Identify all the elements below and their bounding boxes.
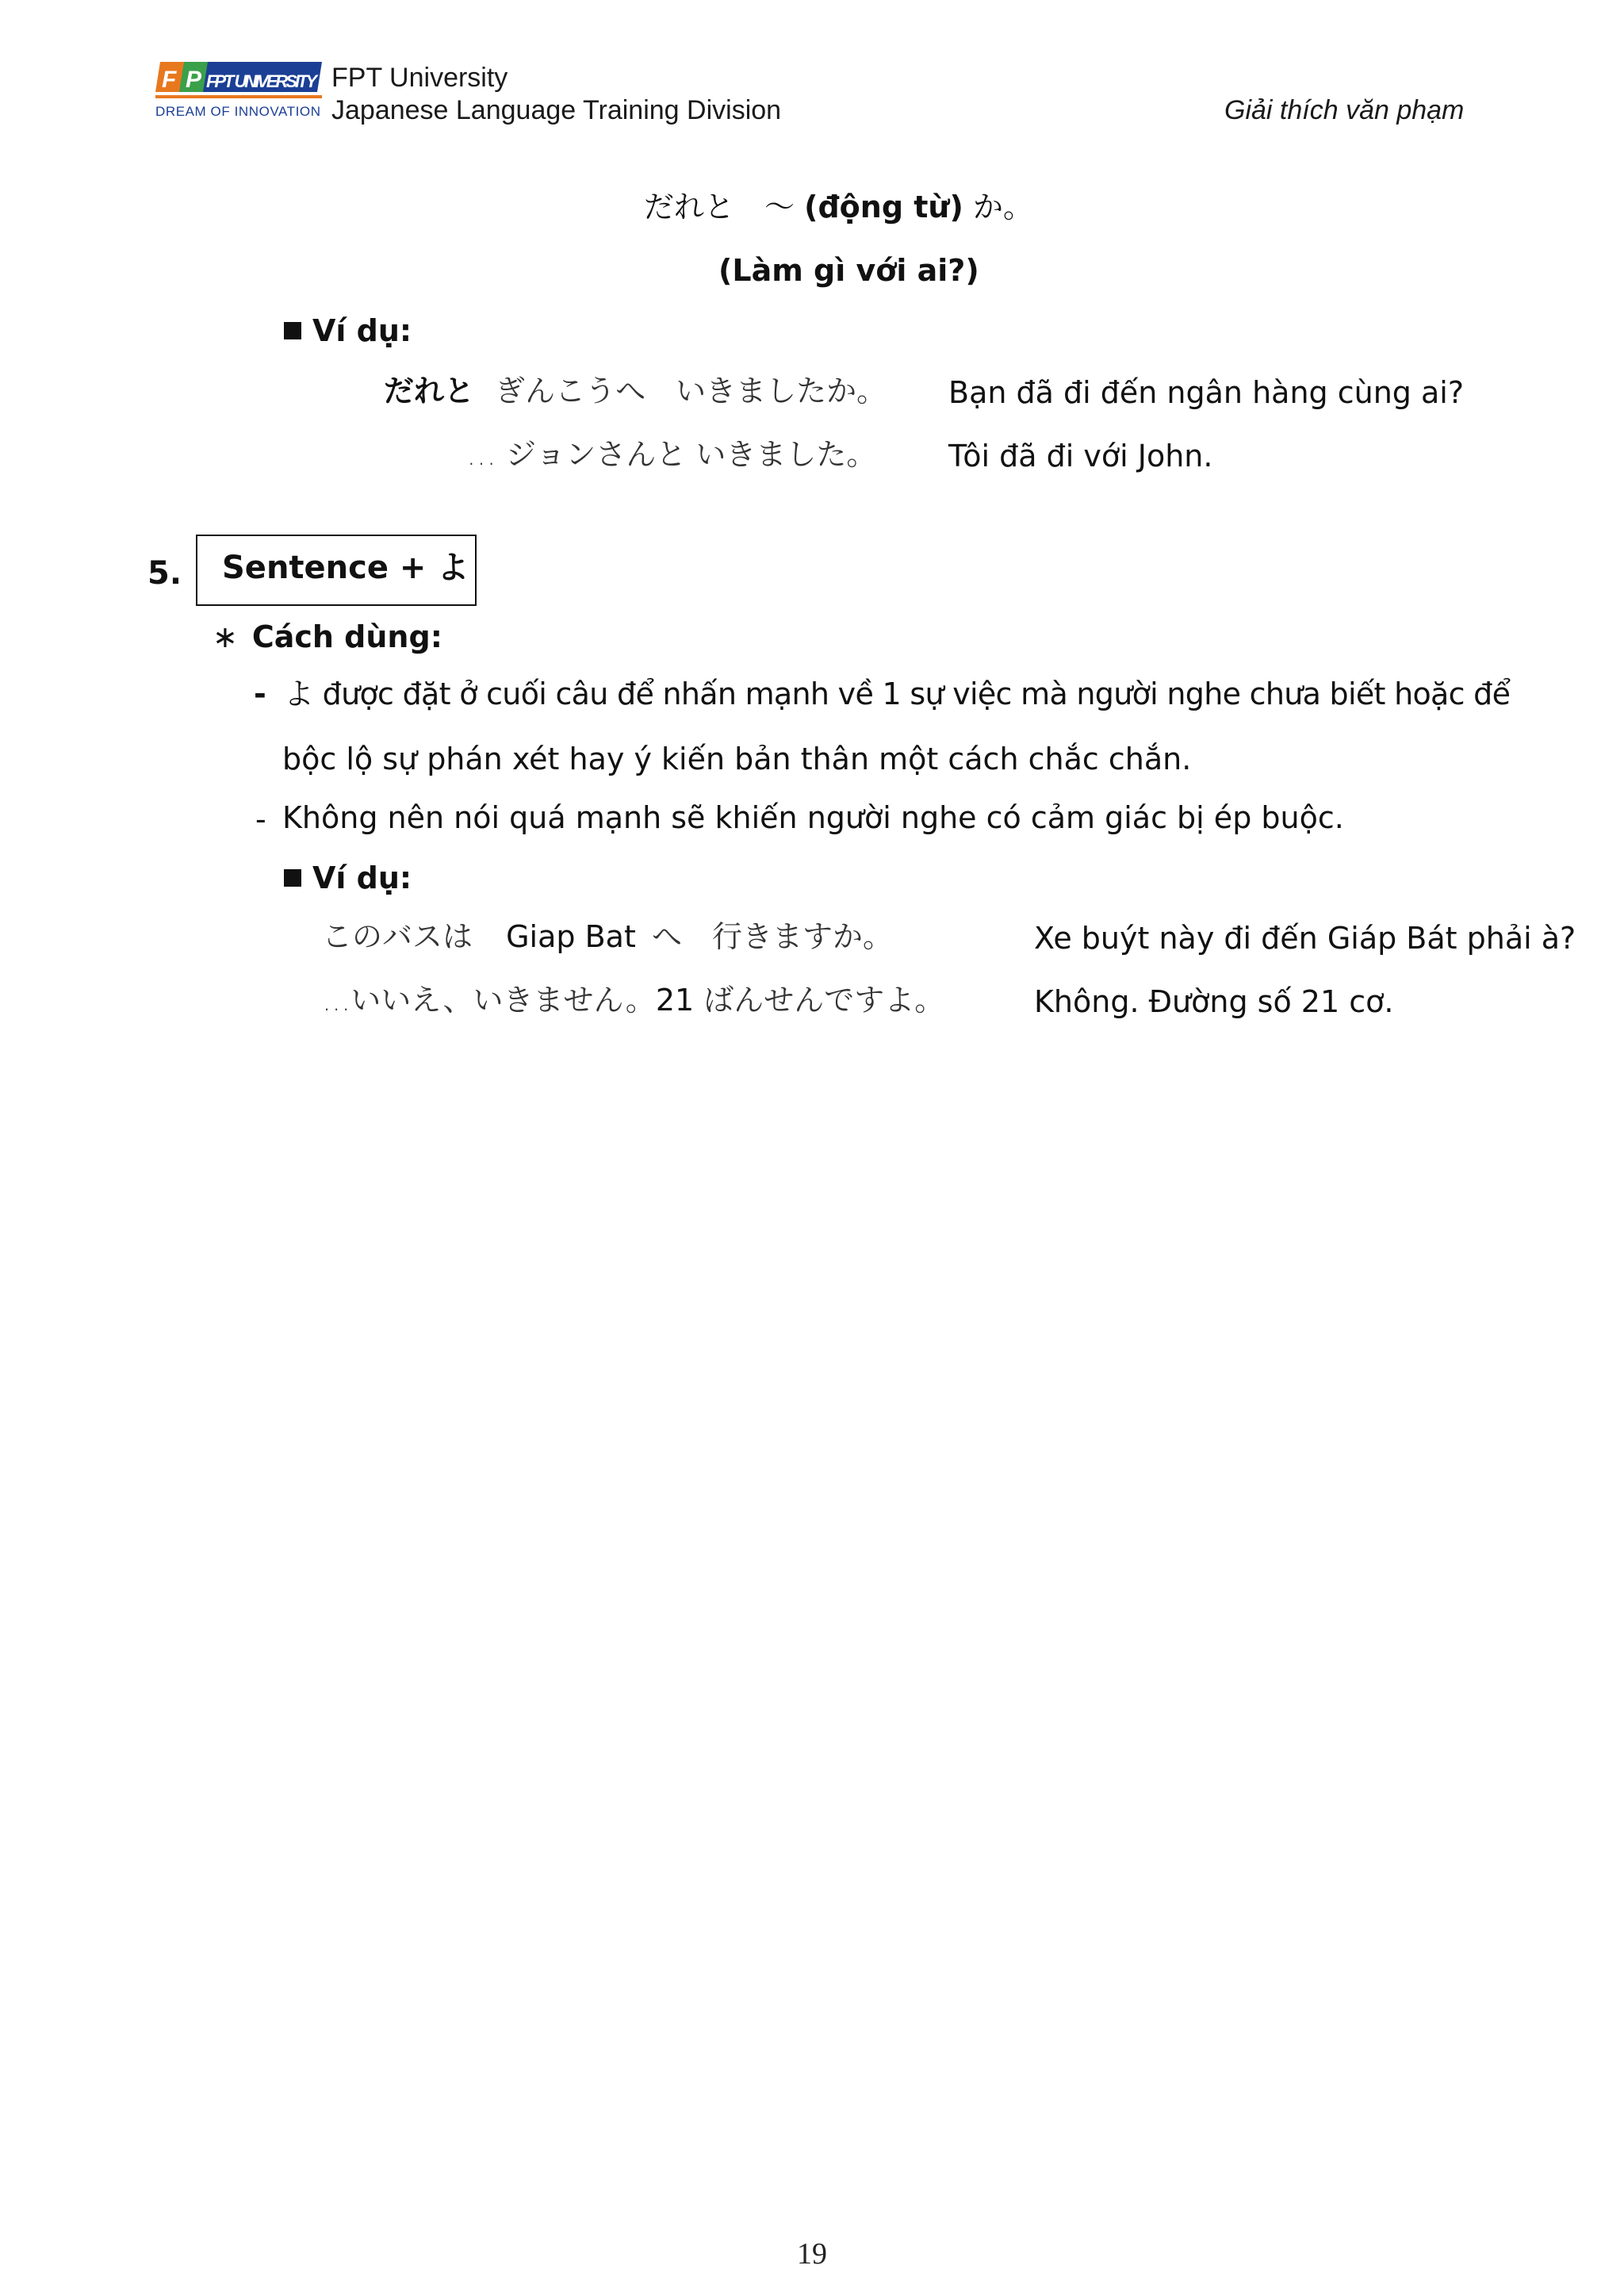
svg-text:FPT UNIVERSITY: FPT UNIVERSITY xyxy=(206,71,317,91)
pattern-verb: (động từ) xyxy=(804,190,963,224)
point1-dash: - xyxy=(254,677,266,711)
usage-point-2: Không nên nói quá mạnh sẽ khiến người nghe có cảm giác bị ép buộc. xyxy=(282,800,1344,835)
page-number: 19 xyxy=(797,2237,827,2271)
svg-text:F: F xyxy=(162,67,177,93)
example2-question-place: Giap Bat xyxy=(506,919,636,954)
org-name: FPT University xyxy=(331,63,508,93)
example-label-2: Ví dụ: xyxy=(312,861,412,895)
section-title: Sentence + よ xyxy=(222,550,469,586)
example2-answer-jp xyxy=(322,982,944,1018)
square-bullet-icon xyxy=(284,869,301,887)
fpt-university-logo xyxy=(154,57,325,122)
example1-answer-vi: Tôi đã đi với John. xyxy=(948,439,1213,473)
example2-question-vi: Xe buýt này đi đến Giáp Bát phải à? xyxy=(1034,921,1576,956)
document-title: Giải thích văn phạm xyxy=(1224,95,1465,125)
example1-question-vi: Bạn đã đi đến ngân hàng cùng ai? xyxy=(948,375,1465,410)
svg-text:DREAM OF INNOVATION: DREAM OF INNOVATION xyxy=(155,104,320,119)
example-heading xyxy=(284,312,412,349)
example2-answer-vi: Không. Đường số 21 cơ. xyxy=(1034,984,1394,1019)
example1-question-jp xyxy=(384,373,887,409)
asterisk-icon: ∗ xyxy=(213,619,238,654)
example-label: Ví dụ: xyxy=(312,313,412,348)
example2-question-jp-part1: このバスは xyxy=(322,919,473,954)
division-name: Japanese Language Training Division xyxy=(331,95,782,125)
example1-answer-jp: … ジョンさんと いきました。 xyxy=(466,437,877,472)
example-heading-2 xyxy=(284,860,412,896)
pattern-meaning: (Làm gì với ai?) xyxy=(718,253,979,288)
pattern-end: か。 xyxy=(972,190,1033,224)
pattern-jp: だれと ～ xyxy=(644,190,795,224)
example2-answer-jp-part2: ばんせんですよ。 xyxy=(703,983,945,1018)
fpt-logo-icon xyxy=(154,57,325,122)
example1-question-jp-rest: ぎんこうへ いきましたか。 xyxy=(495,374,887,408)
square-bullet-icon xyxy=(284,322,301,339)
point2-dash: - xyxy=(255,802,266,837)
usage-point-1-line-1: よ được đặt ở cuối câu để nhấn mạnh về 1 sự việc mà người nghe chưa biết hoặc để xyxy=(284,677,1511,711)
example2-question-jp-part2: へ 行きますか。 xyxy=(651,919,893,954)
svg-text:P: P xyxy=(186,67,202,93)
example2-question-jp xyxy=(322,918,893,955)
example1-question-jp-bold: だれと xyxy=(384,374,475,408)
example2-answer-number: 21 xyxy=(655,983,695,1018)
usage-heading xyxy=(213,619,442,655)
example2-answer-jp-part1: ...いいえ、いきません。 xyxy=(322,983,656,1018)
section-number: 5. xyxy=(147,555,182,592)
usage-label: Cách dùng: xyxy=(251,619,442,654)
usage-point-1-line-2: bộc lộ sự phán xét hay ý kiến bản thân một cách chắc chắn. xyxy=(282,742,1192,776)
pattern-formula xyxy=(644,189,1033,225)
